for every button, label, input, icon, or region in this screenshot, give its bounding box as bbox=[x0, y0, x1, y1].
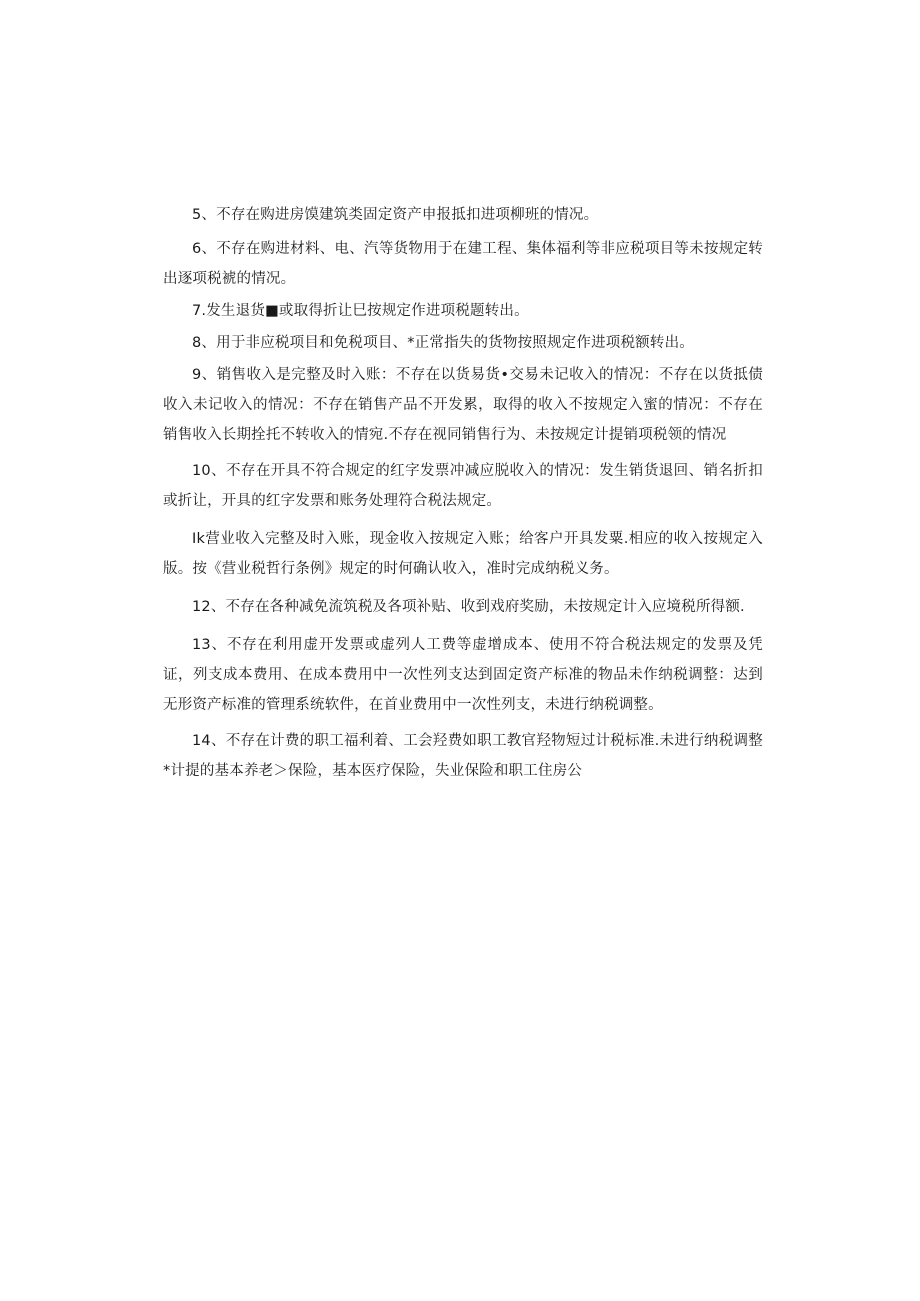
paragraph-5: 5、不存在购进房馍建筑类固定资产申报抵扣进项柳班的情况。 bbox=[192, 207, 599, 223]
paragraph-8: 8、用于非应税项目和免税项目、*正常指失的货物按照规定作进项税额转出。 bbox=[192, 335, 694, 351]
document-body bbox=[163, 200, 763, 786]
paragraph-7: 7.发生退货■或取得折让巳按规定作进项税题转出。 bbox=[192, 303, 529, 319]
paragraph-14: 14、不存在计费的职工福利着、工会羟费如职工教官羟物短过计税标准.未进行纳税调整*计提的基本养老＞保险，基本医疗保险，失业保险和职工住房公 bbox=[163, 733, 763, 779]
paragraph-10: 10、不存在开具不符合规定的红字发票冲减应脱收入的情况：发生销货退回、销名折扣或折让，开具的红字发票和账务处理符合税法规定。 bbox=[163, 463, 763, 509]
paragraph-11: Ik营业收入完整及时入账，现金收入按规定入账；给客户开具发粟.相应的收入按规定入版。按《营业税哲行条例》规定的时何确认收入，准时完成纳税义务。 bbox=[163, 531, 763, 577]
paragraph-13: 13、不存在利用虚开发票或虚列人工费等虚增成本、使用不符合税法规定的发票及凭证，列支成本费用、在成本费用中一次性列支达到固定资产标准的物品未作纳税调整：达到无形资产标准的管理系统软件，在首业费用中一次性列支，未进行纳税调整。 bbox=[163, 637, 763, 713]
paragraph-12: 12、不存在各种减免流筑税及各项补贴、收到戏府奖励，未按规定计入应境税所得额. bbox=[192, 599, 745, 615]
paragraph-9: 9、销售收入是完整及时入账：不存在以货易货•交易未记收入的情况：不存在以货抵债收入未记收入的情况：不存在销售产品不开发累，取得的收入不按规定入蜜的情况：不存在销售收入长期拴托不转收入的情宛.不存在视同销售行为、未按规定计提销项税领的情况 bbox=[163, 367, 763, 443]
paragraph-6: 6、不存在购进材料、电、汽等货物用于在建工程、集体福利等非应税项目等未按规定转出逐项税裭的情况。 bbox=[163, 241, 763, 287]
